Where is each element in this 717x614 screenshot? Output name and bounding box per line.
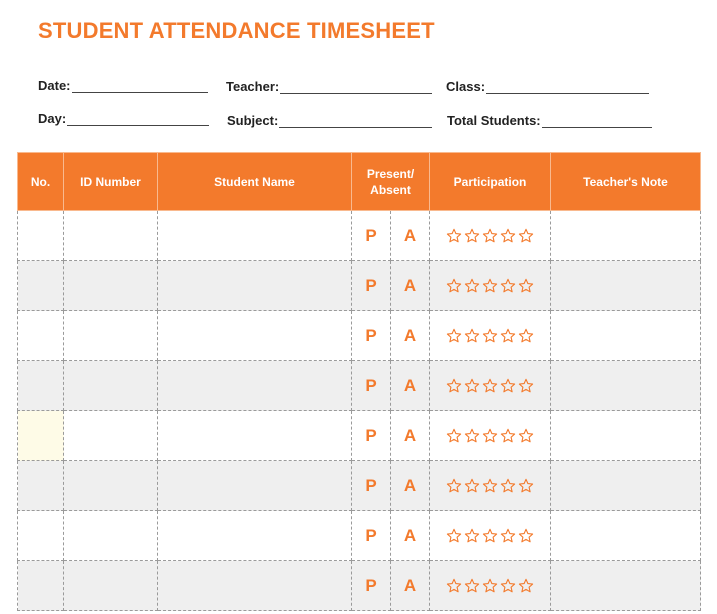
student-name-cell[interactable] — [158, 361, 352, 411]
star-icon[interactable] — [500, 378, 516, 394]
participation-cell[interactable] — [430, 561, 551, 611]
present-mark[interactable]: P — [365, 275, 377, 295]
absent-mark[interactable]: A — [403, 575, 417, 595]
star-icon[interactable] — [518, 478, 534, 494]
star-icon[interactable] — [500, 528, 516, 544]
absent-cell[interactable] — [391, 411, 430, 461]
teachers-note-cell[interactable] — [551, 511, 701, 561]
present-cell[interactable] — [352, 311, 391, 361]
table-row — [18, 311, 701, 361]
present-mark[interactable]: P — [365, 425, 377, 445]
participation-rating[interactable] — [430, 428, 550, 444]
star-icon[interactable] — [500, 478, 516, 494]
participation-cell[interactable] — [430, 511, 551, 561]
student-name-cell[interactable] — [158, 511, 352, 561]
star-icon[interactable] — [446, 378, 462, 394]
star-icon[interactable] — [482, 528, 498, 544]
star-icon[interactable] — [446, 478, 462, 494]
no-cell[interactable] — [18, 411, 64, 461]
star-icon[interactable] — [500, 328, 516, 344]
total-students-line[interactable] — [542, 115, 652, 128]
absent-cell[interactable] — [391, 361, 430, 411]
star-icon[interactable] — [482, 228, 498, 244]
header-row — [18, 153, 701, 211]
participation-cell[interactable] — [430, 261, 551, 311]
student-name-cell[interactable] — [158, 261, 352, 311]
participation-rating[interactable] — [430, 528, 550, 544]
total-students-label: Total Students: — [447, 113, 541, 128]
header-student-name: Student Name — [158, 153, 352, 211]
teacher-line[interactable] — [280, 81, 432, 94]
star-icon[interactable] — [518, 428, 534, 444]
absent-mark[interactable]: A — [403, 225, 417, 245]
no-cell[interactable] — [18, 311, 64, 361]
teachers-note-cell[interactable] — [551, 261, 701, 311]
header-id-number: ID Number — [64, 153, 158, 211]
present-mark[interactable]: P — [365, 475, 377, 495]
absent-cell[interactable] — [391, 511, 430, 561]
star-icon[interactable] — [446, 228, 462, 244]
teachers-note-cell[interactable] — [551, 411, 701, 461]
star-icon[interactable] — [482, 478, 498, 494]
present-mark[interactable]: P — [365, 225, 377, 245]
present-cell[interactable] — [352, 361, 391, 411]
date-field[interactable] — [38, 78, 208, 93]
participation-rating[interactable] — [430, 578, 550, 594]
no-cell[interactable] — [18, 211, 64, 261]
absent-mark[interactable]: A — [403, 375, 417, 395]
teachers-note-cell[interactable] — [551, 361, 701, 411]
table-row — [18, 411, 701, 461]
table-row — [18, 561, 701, 611]
absent-mark[interactable]: A — [403, 325, 417, 345]
star-icon[interactable] — [446, 278, 462, 294]
participation-rating[interactable] — [430, 328, 550, 344]
star-icon[interactable] — [482, 428, 498, 444]
star-icon[interactable] — [464, 578, 480, 594]
star-icon[interactable] — [464, 278, 480, 294]
present-cell[interactable] — [352, 511, 391, 561]
header-participation: Participation — [430, 153, 551, 211]
student-name-cell[interactable] — [158, 211, 352, 261]
student-name-cell[interactable] — [158, 311, 352, 361]
header-teachers-note: Teacher's Note — [551, 153, 701, 211]
total-students-field[interactable] — [447, 113, 652, 128]
participation-cell[interactable] — [430, 411, 551, 461]
teachers-note-cell[interactable] — [551, 211, 701, 261]
date-label: Date: — [38, 78, 71, 93]
star-icon[interactable] — [518, 528, 534, 544]
star-icon[interactable] — [464, 378, 480, 394]
present-cell[interactable] — [352, 261, 391, 311]
class-line[interactable] — [486, 81, 649, 94]
star-icon[interactable] — [482, 578, 498, 594]
table-row — [18, 361, 701, 411]
participation-rating[interactable] — [430, 478, 550, 494]
table-row — [18, 211, 701, 261]
participation-cell[interactable] — [430, 461, 551, 511]
teachers-note-cell[interactable] — [551, 311, 701, 361]
present-cell[interactable] — [352, 211, 391, 261]
star-icon[interactable] — [518, 278, 534, 294]
star-icon[interactable] — [518, 328, 534, 344]
absent-cell[interactable] — [391, 311, 430, 361]
participation-cell[interactable] — [430, 361, 551, 411]
star-icon[interactable] — [446, 328, 462, 344]
id-number-cell[interactable] — [64, 311, 158, 361]
absent-cell[interactable] — [391, 561, 430, 611]
table-row — [18, 261, 701, 311]
star-icon[interactable] — [518, 228, 534, 244]
present-mark[interactable]: P — [365, 375, 377, 395]
present-cell[interactable] — [352, 411, 391, 461]
id-number-cell[interactable] — [64, 261, 158, 311]
table-row — [18, 511, 701, 561]
id-number-cell[interactable] — [64, 411, 158, 461]
day-line[interactable] — [67, 113, 209, 126]
day-label: Day: — [38, 111, 67, 126]
absent-cell[interactable] — [391, 211, 430, 261]
header-no: No. — [18, 153, 64, 211]
id-number-cell[interactable] — [64, 461, 158, 511]
subject-line[interactable] — [279, 115, 432, 128]
absent-mark[interactable]: A — [403, 525, 417, 545]
date-line[interactable] — [72, 80, 208, 93]
teachers-note-cell[interactable] — [551, 461, 701, 511]
present-mark[interactable]: P — [365, 575, 377, 595]
star-icon[interactable] — [500, 228, 516, 244]
participation-rating[interactable] — [430, 378, 550, 394]
absent-mark[interactable]: A — [403, 475, 417, 495]
teachers-note-cell[interactable] — [551, 561, 701, 611]
present-cell[interactable] — [352, 561, 391, 611]
no-cell[interactable] — [18, 361, 64, 411]
present-mark[interactable]: P — [365, 525, 377, 545]
header-present-absent: Present/ Absent — [352, 153, 430, 211]
student-name-cell[interactable] — [158, 461, 352, 511]
star-icon[interactable] — [446, 428, 462, 444]
participation-rating[interactable] — [430, 228, 550, 244]
class-label: Class: — [446, 79, 486, 94]
no-cell[interactable] — [18, 261, 64, 311]
participation-rating[interactable] — [430, 278, 550, 294]
star-icon[interactable] — [482, 378, 498, 394]
subject-label: Subject: — [227, 113, 279, 128]
star-icon[interactable] — [482, 328, 498, 344]
day-field[interactable] — [38, 111, 209, 126]
class-field[interactable] — [446, 79, 649, 94]
absent-cell[interactable] — [391, 261, 430, 311]
subject-field[interactable] — [227, 113, 432, 128]
participation-cell[interactable] — [430, 311, 551, 361]
star-icon[interactable] — [464, 428, 480, 444]
star-icon[interactable] — [518, 378, 534, 394]
teacher-label: Teacher: — [226, 79, 280, 94]
star-icon[interactable] — [464, 328, 480, 344]
id-number-cell[interactable] — [64, 361, 158, 411]
attendance-table — [17, 152, 701, 611]
star-icon[interactable] — [500, 578, 516, 594]
absent-mark[interactable]: A — [403, 275, 417, 295]
star-icon[interactable] — [464, 228, 480, 244]
star-icon[interactable] — [464, 528, 480, 544]
star-icon[interactable] — [446, 578, 462, 594]
star-icon[interactable] — [464, 478, 480, 494]
id-number-cell[interactable] — [64, 211, 158, 261]
present-cell[interactable] — [352, 461, 391, 511]
page-title: STUDENT ATTENDANCE TIMESHEET — [38, 18, 435, 43]
star-icon[interactable] — [446, 528, 462, 544]
star-icon[interactable] — [482, 278, 498, 294]
star-icon[interactable] — [500, 278, 516, 294]
no-cell[interactable] — [18, 461, 64, 511]
teacher-field[interactable] — [226, 79, 432, 94]
present-mark[interactable]: P — [365, 325, 377, 345]
absent-cell[interactable] — [391, 461, 430, 511]
student-name-cell[interactable] — [158, 561, 352, 611]
table-row — [18, 461, 701, 511]
participation-cell[interactable] — [430, 211, 551, 261]
id-number-cell[interactable] — [64, 511, 158, 561]
star-icon[interactable] — [500, 428, 516, 444]
id-number-cell[interactable] — [64, 561, 158, 611]
student-name-cell[interactable] — [158, 411, 352, 461]
absent-mark[interactable]: A — [403, 425, 417, 445]
no-cell[interactable] — [18, 561, 64, 611]
no-cell[interactable] — [18, 511, 64, 561]
star-icon[interactable] — [518, 578, 534, 594]
